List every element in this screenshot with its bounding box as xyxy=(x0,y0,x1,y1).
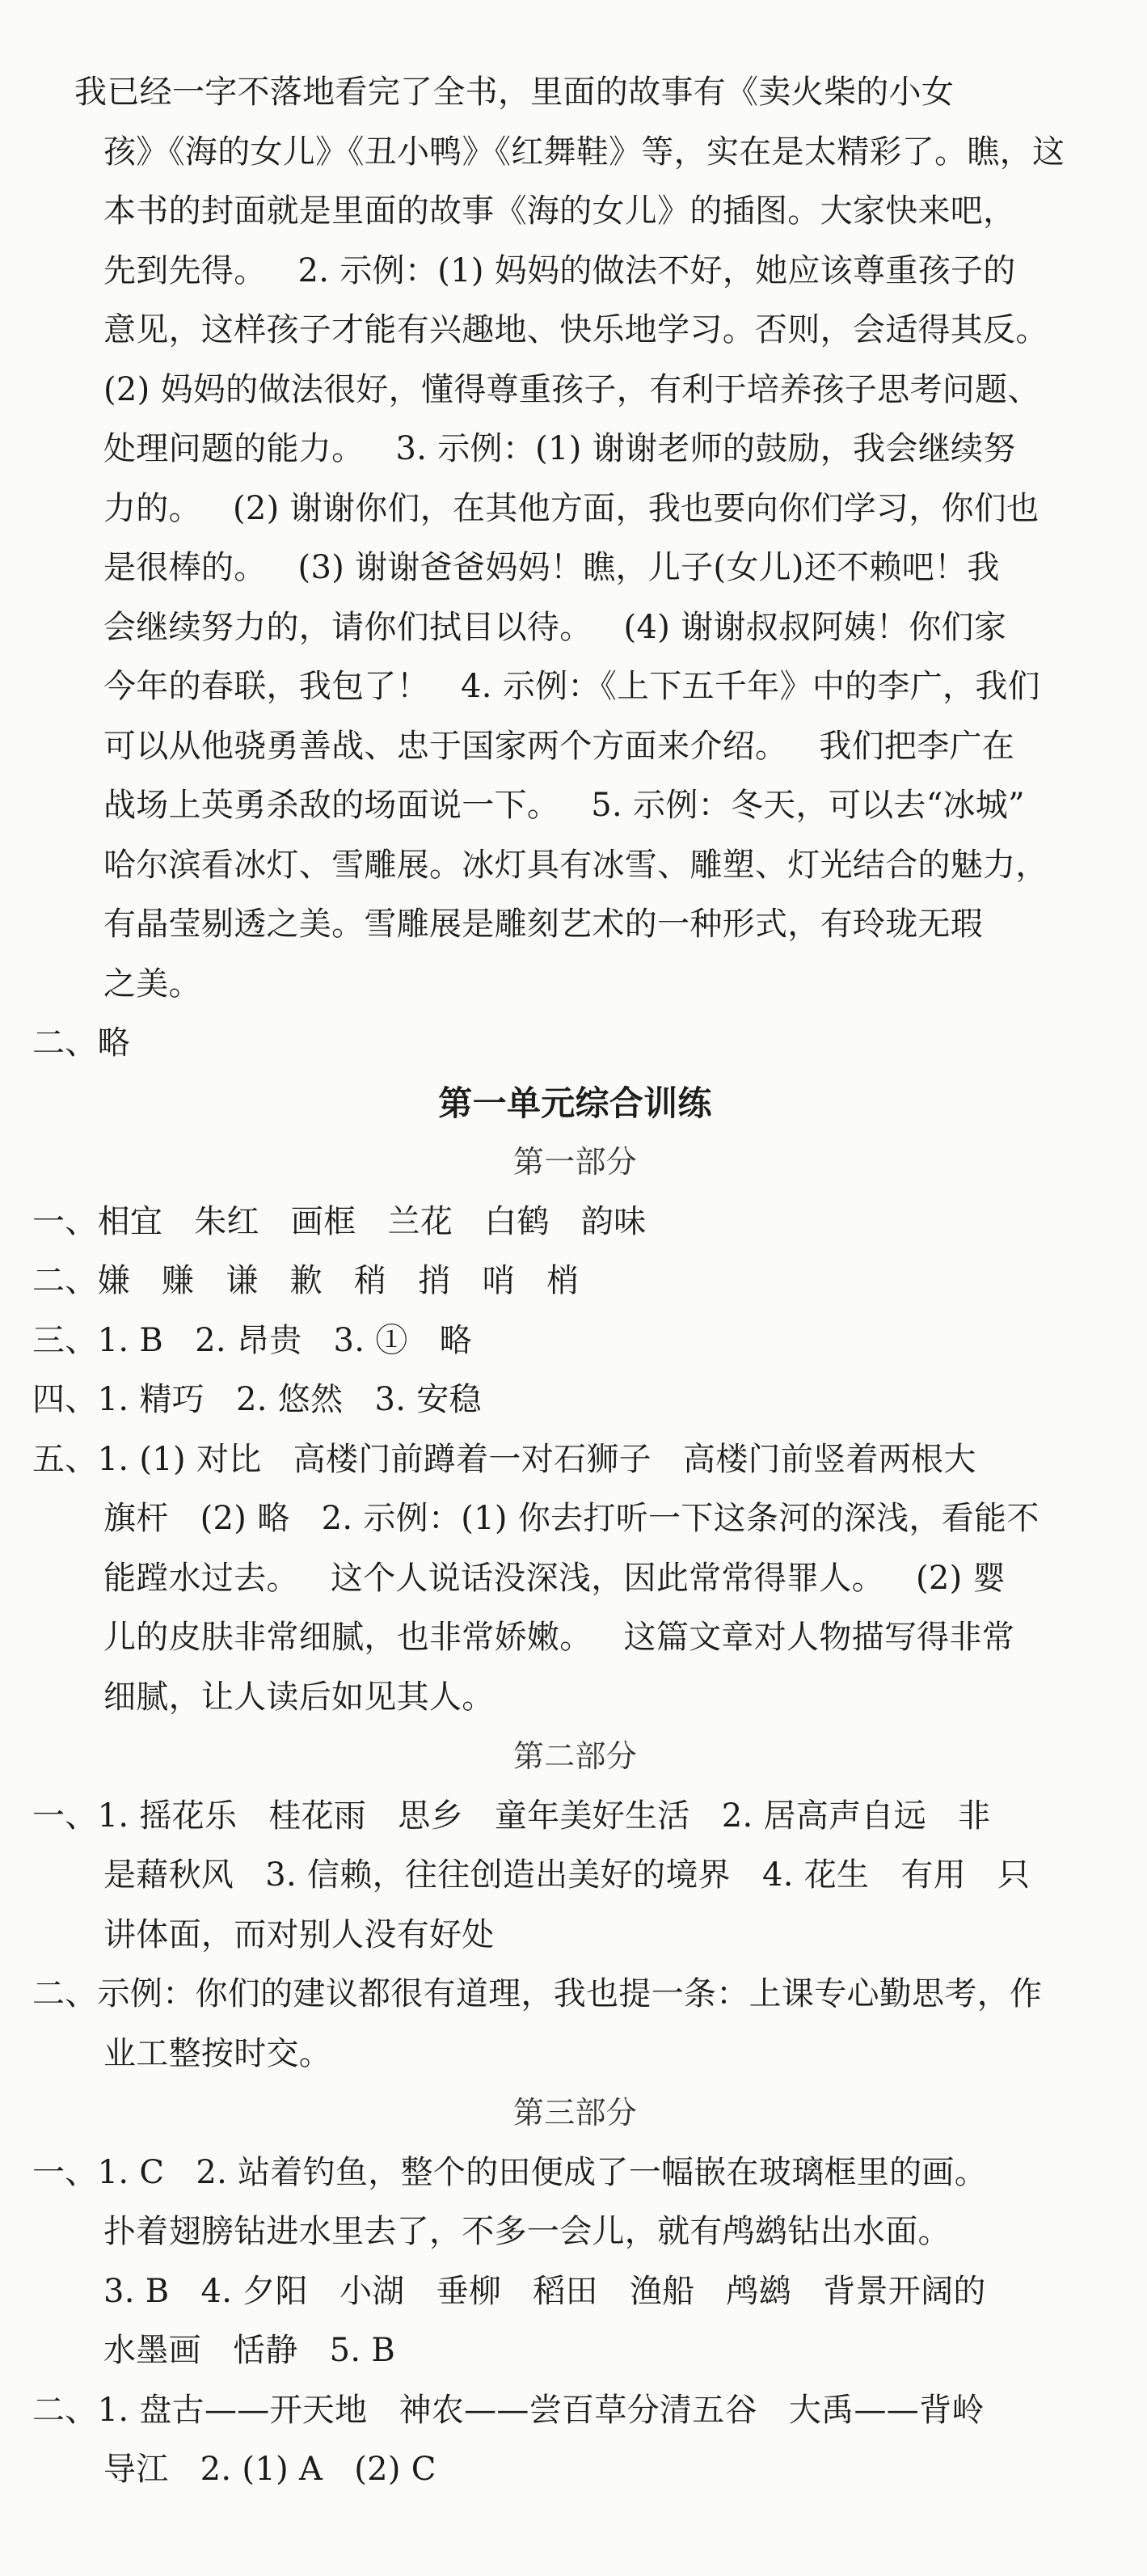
text-line: 儿的皮肤非常细腻，也非常娇嫩。 这篇文章对人物描写得非常 xyxy=(103,1619,1015,1656)
text-line: (2) 妈妈的做法很好，懂得尊重孩子，有利于培养孩子思考问题、 xyxy=(103,370,1040,408)
text-line: 一、1. 摇花乐 桂花雨 思乡 童年美好生活 2. 居高声自远 非 xyxy=(32,1797,991,1835)
text-line: 一、相宜 朱红 画框 兰花 白鹤 韵味 xyxy=(32,1202,647,1240)
part-heading: 第三部分 xyxy=(512,2095,638,2130)
text-line: 今年的春联，我包了！ 4. 示例：《上下五千年》中的李广，我们 xyxy=(103,668,1040,705)
text-line: 意见，这样孩子才能有兴趣地、快乐地学习。否则，会适得其反。 xyxy=(103,311,1048,348)
text-line: 孩》《海的女儿》《丑小鸭》《红舞鞋》等，实在是太精彩了。瞧，这 xyxy=(103,133,1065,171)
text-line: 可以从他骁勇善战、忠于国家两个方面来介绍。 我们把李广在 xyxy=(103,727,1015,765)
text-line: 四、1. 精巧 2. 悠然 3. 安稳 xyxy=(32,1381,482,1418)
text-line: 业工整按时交。 xyxy=(103,2034,332,2072)
text-line: 战场上英勇杀敌的场面说一下。 5. 示例：冬天，可以去“冰城” xyxy=(103,787,1025,824)
text-line: 本书的封面就是里面的故事《海的女儿》的插图。大家快来吧， xyxy=(103,192,1016,230)
text-line: 3. B 4. 夕阳 小湖 垂柳 稻田 渔船 鸬鹚 背景开阔的 xyxy=(103,2272,986,2310)
section-title: 第一单元综合训练 xyxy=(438,1083,712,1123)
text-line: 导江 2. (1) A (2) C xyxy=(103,2451,436,2488)
text-line: 二、略 xyxy=(32,1024,130,1062)
text-line: 处理问题的能力。 3. 示例：(1) 谢谢老师的鼓励，我会继续努 xyxy=(103,430,1016,467)
text-line: 之美。 xyxy=(103,965,201,1003)
text-line: 哈尔滨看冰灯、雪雕展。冰灯具有冰雪、雕塑、灯光结合的魅力， xyxy=(103,846,1048,884)
text-line: 会继续努力的，请你们拭目以待。 (4) 谢谢叔叔阿姨！你们家 xyxy=(103,608,1007,646)
text-line: 细腻，让人读后如见其人。 xyxy=(103,1678,495,1716)
text-line: 二、1. 盘古——开天地 神农——尝百草分清五谷 大禹——背岭 xyxy=(32,2391,985,2429)
part-heading: 第一部分 xyxy=(512,1144,638,1180)
text-line: 一、1. C 2. 站着钓鱼，整个的田便成了一幅嵌在玻璃框里的画。 xyxy=(32,2153,988,2191)
text-line: 是很棒的。 (3) 谢谢爸爸妈妈！瞧，儿子(女儿)还不赖吧！我 xyxy=(103,549,1000,586)
answer-text xyxy=(32,63,1118,2500)
text-line: 力的。 (2) 谢谢你们，在其他方面，我也要向你们学习，你们也 xyxy=(103,489,1039,527)
text-line: 先到先得。 2. 示例：(1) 妈妈的做法不好，她应该尊重孩子的 xyxy=(103,251,1016,289)
text-line: 有晶莹剔透之美。雪雕展是雕刻艺术的一种形式，有玲珑无瑕 xyxy=(103,906,984,943)
text-line: 五、1. (1) 对比 高楼门前蹲着一对石狮子 高楼门前竖着两根大 xyxy=(32,1440,976,1478)
text-line: 扑着翅膀钻进水里去了，不多一会儿，就有鸬鹚钻出水面。 xyxy=(103,2213,951,2250)
text-line: 是藉秋风 3. 信赖，往往创造出美好的境界 4. 花生 有用 只 xyxy=(103,1856,1031,1894)
text-line: 旗杆 (2) 略 2. 示例：(1) 你去打听一下这条河的深浅，看能不 xyxy=(103,1500,1039,1537)
text-line: 我已经一字不落地看完了全书，里面的故事有《卖火柴的小女 xyxy=(32,74,955,111)
text-line: 能蹚水过去。 这个人说话没深浅，因此常常得罪人。 (2) 婴 xyxy=(103,1559,1006,1597)
text-line: 二、示例：你们的建议都很有道理，我也提一条：上课专心勤思考，作 xyxy=(32,1975,1043,2012)
text-line: 水墨画 恬静 5. B xyxy=(103,2332,396,2369)
text-line: 二、嫌 赚 谦 歉 稍 捎 哨 梢 xyxy=(32,1262,580,1299)
part-heading: 第二部分 xyxy=(512,1738,638,1774)
text-line: 讲体面，而对别人没有好处 xyxy=(103,1915,495,1953)
text-line: 三、1. B 2. 昂贵 3. ① 略 xyxy=(32,1321,472,1359)
